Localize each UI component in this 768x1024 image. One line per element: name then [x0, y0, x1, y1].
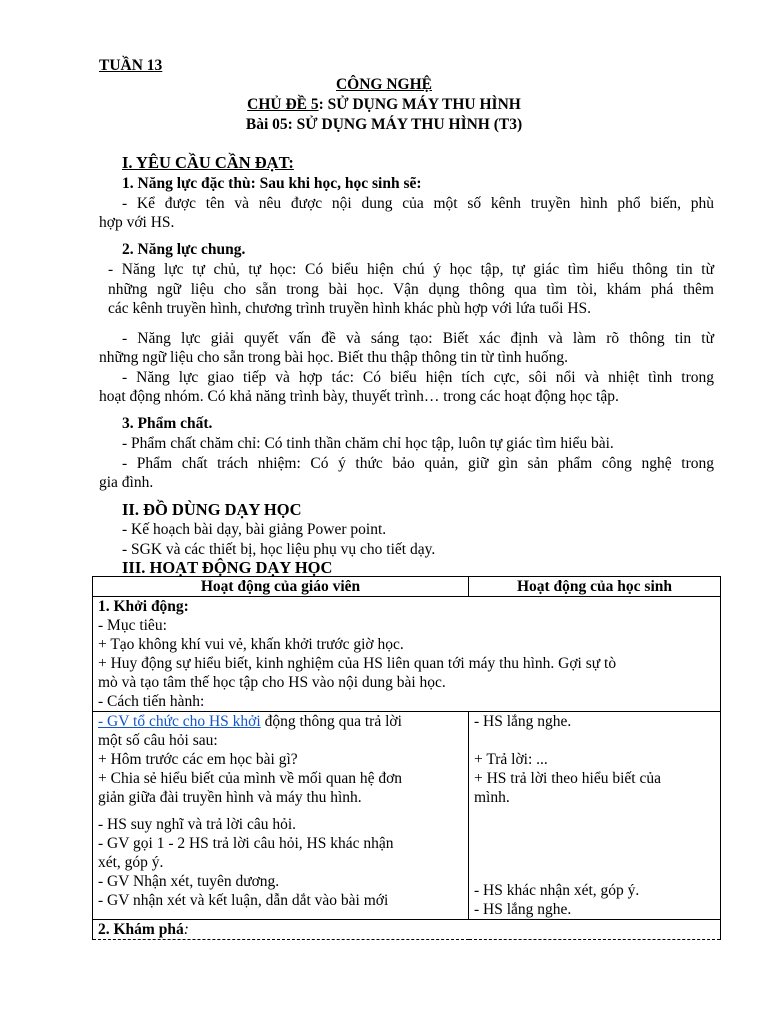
warmup-line-3: + Huy động sự hiểu biết, kinh nghiệm của HS liên quan tới máy thu hình. Gợi sự tò — [98, 655, 617, 672]
student-activity-cell — [469, 712, 721, 920]
section2-title: II. ĐỒ DÙNG DẠY HỌC — [122, 500, 302, 519]
general-3-line-2: hoạt động nhóm. Có khả năng trình bày, thuyết trình… trong các hoạt động học tập. — [99, 388, 619, 405]
teacher-line-1-rest: động thông qua trả lời — [260, 713, 402, 730]
quality-title: 3. Phẩm chất. — [122, 415, 213, 432]
explore-cell — [93, 920, 721, 940]
section3-title: III. HOẠT ĐỘNG DẠY HỌC — [122, 558, 333, 577]
warmup-line-1: - Mục tiêu: — [98, 617, 167, 634]
quality-2-line-2: gia đình. — [99, 474, 154, 491]
general-3-line-1: - Năng lực giao tiếp và hợp tác: Có biểu hiện tích cực, sôi nổi và nhiệt tình trong — [122, 369, 714, 386]
topic-heading — [0, 95, 768, 114]
topic-title: : SỬ DỤNG MÁY THU HÌNH — [318, 96, 521, 113]
teacher-line-7: - GV Nhận xét, tuyên dương. — [98, 873, 280, 890]
quality-2-line-1: - Phẩm chất trách nhiệm: Có ý thức bảo quản, giữ gìn sản phẩm công nghệ trong — [122, 455, 714, 472]
teacher-line-4a: + Chia sẻ hiểu biết của mình về mối quan hệ đơn — [98, 770, 403, 787]
specific-line-2: hợp với HS. — [99, 214, 175, 231]
col-header-teacher: Hoạt động của giáo viên — [93, 577, 469, 597]
warmup-cell — [93, 597, 721, 712]
explore-title: 2. Khám phá — [98, 921, 184, 938]
student-line-1: - HS lắng nghe. — [474, 713, 572, 730]
general-2-line-2: những ngữ liệu cho sẵn trong bài học. Biết thu thập thông tin từ tình huống. — [99, 349, 569, 366]
teacher-activity-cell — [93, 712, 469, 920]
student-line-2: + Trả lời: ... — [474, 751, 548, 768]
teacher-line-8: - GV nhận xét và kết luận, dẫn dắt vào bài mới — [98, 892, 389, 909]
materials-item-1: - Kế hoạch bài dạy, bài giảng Power point. — [122, 521, 387, 538]
warmup-title: 1. Khởi động: — [98, 598, 189, 615]
subject-title: CÔNG NGHỆ — [335, 76, 433, 93]
warmup-line-5: - Cách tiến hành: — [98, 693, 205, 710]
activity-row — [93, 712, 721, 920]
student-line-4: - HS khác nhận xét, góp ý. — [474, 882, 640, 899]
student-line-5: - HS lắng nghe. — [474, 901, 572, 918]
general-2-line-1: - Năng lực giải quyết vấn đề và sáng tạo: Biết xác định và làm rõ thông tin từ — [122, 330, 714, 347]
student-line-3b: mình. — [474, 789, 510, 806]
explore-heading — [98, 920, 715, 939]
student-spacer — [474, 807, 715, 881]
warmup-line-4: mò và tạo tâm thế học tập cho HS vào nội dung bài học. — [98, 674, 446, 691]
activities-table — [92, 576, 721, 940]
teacher-line-6b: xét, góp ý. — [98, 854, 164, 871]
student-line-3a: + HS trả lời theo hiểu biết của — [474, 770, 661, 787]
general-1-line-3: các kênh truyền hình, chương trình truyền hình khác phù hợp với lứa tuổi HS. — [108, 300, 592, 317]
warmup-row — [93, 597, 721, 712]
teacher-line-3: + Hôm trước các em học bài gì? — [98, 751, 298, 768]
general-1-line-2: những ngữ liệu cho sẵn trong bài học. Vận dụng thông qua tìm tòi, khám phá thêm — [108, 281, 714, 298]
topic-label: CHỦ ĐỀ 5 — [247, 96, 319, 113]
teacher-line-5: - HS suy nghĩ và trả lời câu hỏi. — [98, 816, 297, 833]
week-label: TUẦN 13 — [99, 57, 163, 74]
quality-1: - Phẩm chất chăm chỉ: Có tinh thần chăm chỉ học tập, luôn tự giác tìm hiểu bài. — [122, 435, 614, 452]
explore-colon: : — [183, 921, 189, 938]
teacher-line-1 — [98, 712, 463, 731]
student-blank — [474, 731, 715, 750]
general-competence-title: 2. Năng lực chung. — [122, 241, 246, 258]
teacher-activity-link[interactable]: - GV tổ chức cho HS khởi — [98, 713, 261, 730]
explore-row — [93, 920, 721, 940]
section1-title: I. YÊU CẦU CẦN ĐẠT: — [122, 153, 294, 172]
teacher-line-6a: - GV gọi 1 - 2 HS trả lời câu hỏi, HS khác nhận — [98, 835, 394, 852]
warmup-line-2: + Tạo không khí vui vẻ, khấn khởi trước giờ học. — [98, 636, 404, 653]
spacer — [98, 807, 463, 815]
materials-item-2: - SGK và các thiết bị, học liệu phụ vụ cho tiết dạy. — [122, 541, 436, 558]
table-header-row — [93, 577, 721, 597]
general-1-line-1: - Năng lực tự chủ, tự học: Có biểu hiện chú ý học tập, tự giác tìm hiểu thông tin từ — [108, 261, 714, 278]
specific-line-1: - Kể được tên và nêu được nội dung của một số kênh truyền hình phổ biến, phù — [122, 195, 714, 212]
lesson-title: Bài 05: SỬ DỤNG MÁY THU HÌNH (T3) — [245, 116, 523, 133]
teacher-line-2: một số câu hỏi sau: — [98, 732, 218, 749]
teacher-line-4b: giản giữa đài truyền hình và máy thu hình. — [98, 789, 362, 806]
col-header-student: Hoạt động của học sinh — [469, 577, 721, 597]
specific-competence-title: 1. Năng lực đặc thù: Sau khi học, học sinh sẽ: — [122, 175, 422, 192]
